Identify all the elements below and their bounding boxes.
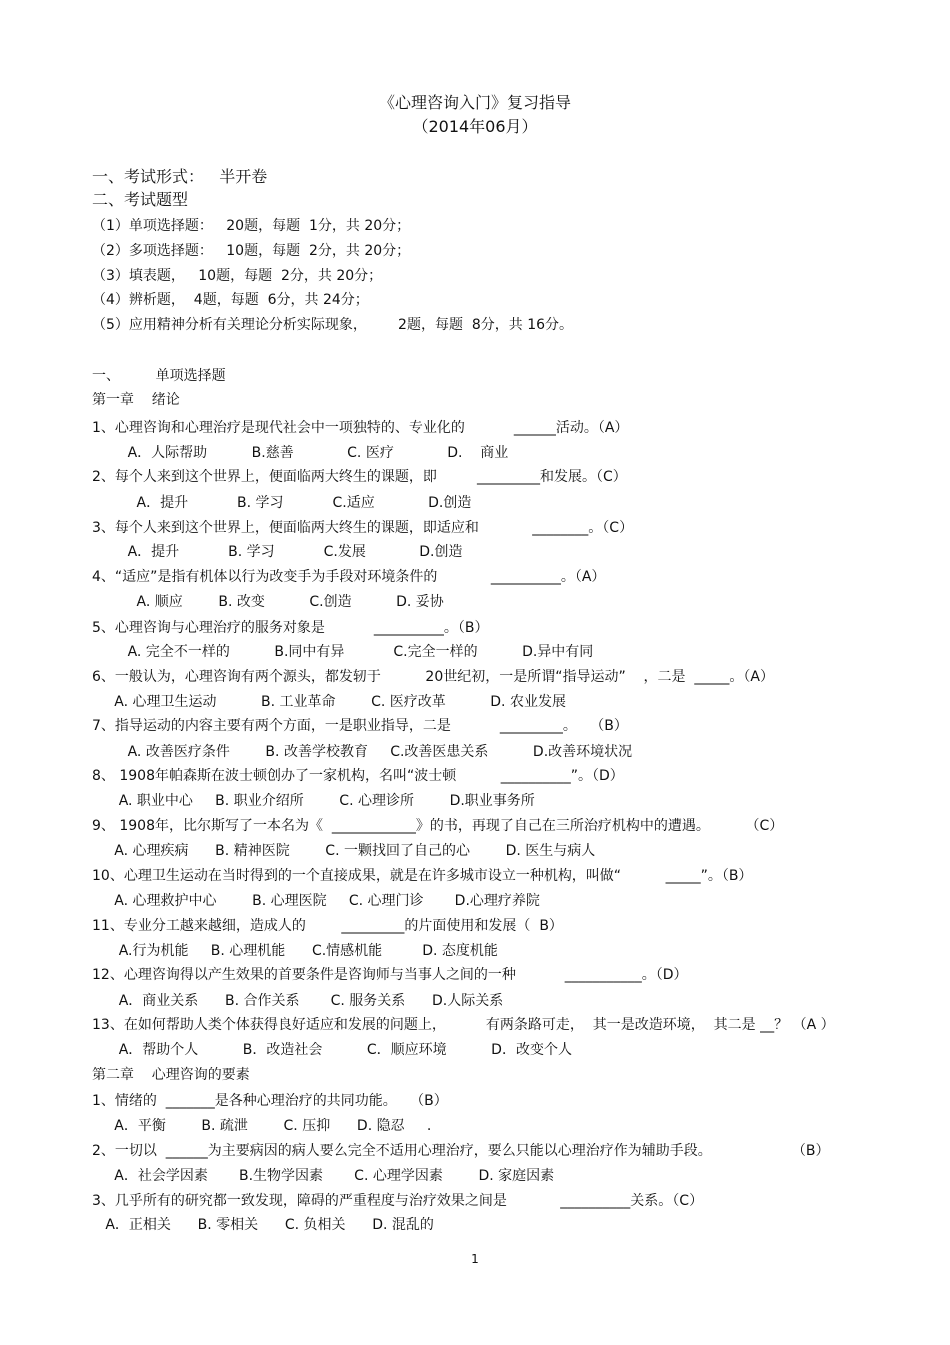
question-options: A. 心理疾病 B. 精神医院 C. 一颗找回了自己的心 D. 医生与病人 [92, 843, 596, 859]
question-text: 3、每个人来到这个世界上，便面临两大终生的课题，即适应和 ________。（C） [92, 520, 634, 536]
exam-type-item: （2）多项选择题： 10题，每题 2分，共 20分； [92, 243, 411, 259]
question-options: A．提升 B. 学习 C.适应 D.创造 [92, 495, 472, 511]
question-options: A. 职业中心 B. 职业介绍所 C. 心理诊所 D.职业事务所 [92, 793, 535, 809]
question-options: A．帮助个人 B．改造社会 C．顺应环境 D．改变个人 [92, 1042, 572, 1058]
question-options: A．平衡 B. 疏泄 C. 压抑 D. 隐忍 . [92, 1118, 432, 1134]
document-date: （2014年06月） [412, 117, 538, 136]
question-options: A. 完全不一样的 B.同中有异 C.完全一样的 D.异中有同 [92, 644, 594, 660]
question-text: 7、指导运动的内容主要有两个方面，一是职业指导，二是 _________。 （B） [92, 718, 628, 734]
question-text: 6、一般认为，心理咨询有两个源头，都发轫于 20世纪初，一是所谓“指导运动” ，二是 _____。（A） [92, 669, 775, 685]
question-text: 1、心理咨询和心理治疗是现代社会中一项独特的、专业化的 ______活动。（A） [92, 420, 629, 436]
question-options: A. 改善医疗条件 B. 改善学校教育 C.改善医患关系 D.改善环境状况 [92, 744, 633, 760]
question-text: 2、一切以 ______为主要病因的病人要么完全不适用心理治疗，要么只能以心理治疗作为辅助手段。 （B） [92, 1143, 830, 1159]
question-text: 11、专业分工越来越细，造成人的 _________的片面使用和发展（ B） [92, 918, 563, 934]
exam-type-item: （5）应用精神分析有关理论分析实际现象， 2题，每题 8分，共 16分。 [92, 317, 574, 333]
question-options: A.行为机能 B. 心理机能 C.情感机能 D. 态度机能 [92, 943, 498, 959]
document-title: 《心理咨询入门》复习指导 [378, 93, 571, 112]
question-text: 5、心理咨询与心理治疗的服务对象是 __________。（B） [92, 620, 489, 636]
chapter-heading: 第二章 心理咨询的要素 [92, 1067, 250, 1083]
question-options: A. 顺应 B. 改变 C.创造 D. 妥协 [92, 594, 444, 610]
question-text: 13、在如何帮助人类个体获得良好适应和发展的问题上， 有两条路可走， 其一是改造环境， 其二是 __？ （A ） [92, 1017, 835, 1033]
question-text: 12、心理咨询得以产生效果的首要条件是咨询师与当事人之间的一种 ___________。（D） [92, 967, 688, 983]
exam-type-item: （3）填表题， 10题，每题 2分，共 20分； [92, 268, 383, 284]
question-options: A．社会学因素 B.生物学因素 C. 心理学因素 D. 家庭因素 [92, 1168, 555, 1184]
question-text: 2、每个人来到这个世界上，便面临两大终生的课题，即 _________和发展。（C） [92, 469, 627, 485]
exam-type-item: （4）辨析题， 4题，每题 6分，共 24分； [92, 292, 369, 308]
question-text: 8、 1908年帕森斯在波士顿创办了一家机构，名叫“波士顿 __________”。（D） [92, 768, 624, 784]
question-options: A．提升 B. 学习 C.发展 D.创造 [92, 544, 463, 560]
exam-type-item: （1）单项选择题： 20题，每题 1分，共 20分； [92, 218, 411, 234]
question-options: A．正相关 B. 零相关 C. 负相关 D. 混乱的 [92, 1217, 434, 1233]
page-number: 1 [471, 1252, 479, 1266]
question-text: 10、心理卫生运动在当时得到的一个直接成果，就是在许多城市设立一种机构，叫做“ _____”。（B） [92, 868, 753, 884]
question-text: 9、 1908年，比尔斯写了一本名为《 ____________》的书，再现了自己在三所治疗机构中的遭遇。 （C） [92, 818, 784, 834]
question-text: 3、几乎所有的研究都一致发现，障碍的严重程度与治疗效果之间是 __________关系。（C） [92, 1193, 704, 1209]
exam-form-heading: 一、考试形式： 半开卷 [92, 167, 268, 186]
question-text: 4、“适应”是指有机体以行为改变手为手段对环境条件的 __________。（A） [92, 569, 606, 585]
chapter-heading: 第一章 绪论 [92, 392, 180, 408]
question-options: A. 心理卫生运动 B. 工业革命 C. 医疗改革 D. 农业发展 [92, 694, 566, 710]
exam-types-heading: 二、考试题型 [92, 190, 189, 209]
question-options: A. 心理救护中心 B. 心理医院 C. 心理门诊 D.心理疗养院 [92, 893, 540, 909]
question-options: A．商业关系 B. 合作关系 C. 服务关系 D.人际关系 [92, 993, 504, 1009]
question-text: 1、情绪的 _______是各种心理治疗的共同功能。 （B） [92, 1093, 448, 1109]
section-heading: 一、 单项选择题 [92, 368, 226, 384]
question-options: A．人际帮助 B.慈善 C. 医疗 D. 商业 [92, 445, 509, 461]
